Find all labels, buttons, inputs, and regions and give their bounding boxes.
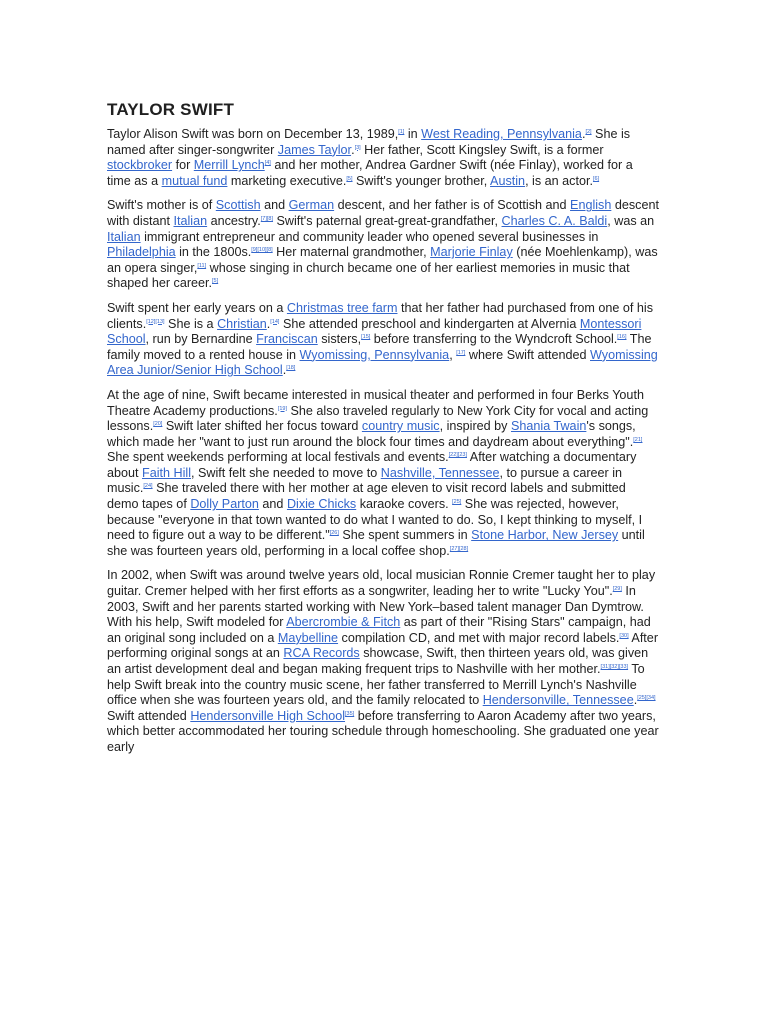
reference-superscript [361,334,370,340]
reference-link[interactable]: [35] [345,710,355,717]
body-text: Swift later shifted her focus toward [162,419,362,434]
body-text: She was rejected, however, because "everyone in that town wanted to do what I wanted to do. So, I kept thinking to myself, I need to figure out a way to be different." [107,497,643,543]
body-text: , [449,347,457,362]
body-text: as part of their "Rising Stars" campaign, had an original song included on a [107,615,651,645]
reference-superscript [197,263,206,269]
body-text: Taylor Alison Swift was born on December 13, 1989, [107,127,399,141]
reference-link[interactable]: [30] [619,632,629,639]
article-link[interactable]: Merrill Lynch [193,158,265,173]
article-link[interactable]: Hendersonville, Tennessee [482,693,634,708]
body-text: . [351,142,355,157]
reference-link[interactable]: [11] [197,262,207,269]
reference-link[interactable]: [25] [452,499,462,506]
article-link[interactable]: Italian [173,213,208,228]
reference-superscript [633,437,642,443]
body-text: , run by Bernardine [145,332,257,347]
body-text: before transferring to the Wyndcroft School. [370,332,618,347]
article-link[interactable]: Franciscan [256,332,318,347]
article-link[interactable]: West Reading, Pennsylvania [421,127,582,141]
body-text: for [172,158,194,173]
reference-superscript [251,247,272,253]
paragraph [107,301,659,379]
article-link[interactable]: Wyomissing Area Junior/Senior High School [107,347,658,378]
article-link[interactable]: Dixie Chicks [286,497,357,512]
body-text: (née Moehlenkamp), was an opera singer, [107,245,658,275]
article-link[interactable]: mutual fund [161,173,228,188]
body-text: and her mother, Andrea Gardner Swift (née Finlay), worked for a time as a [107,158,633,188]
article-link[interactable]: Scottish [215,198,261,213]
body-text: and [258,497,287,512]
article-link[interactable]: Philadelphia [107,245,176,260]
body-text: in [404,127,422,141]
reference-superscript [330,530,339,536]
body-text: She also traveled regularly to New York City for vocal and acting lessons. [107,403,649,434]
article-link[interactable]: English [570,198,612,213]
reference-superscript [278,406,287,412]
article-link[interactable]: country music [361,419,440,434]
article-link[interactable]: Faith Hill [142,465,192,480]
document-page [107,100,659,765]
reference-link[interactable]: [18] [286,365,296,372]
body-text: and [260,198,289,213]
body-text: She traveled there with her mother at age eleven to visit record labels and submitted demo tapes of [107,481,626,512]
reference-link[interactable]: [22][23] [448,452,467,459]
article-link[interactable]: Nashville, Tennessee [380,465,500,480]
body-text: Swift's mother is of [107,198,216,213]
body-text: sisters, [317,332,362,347]
body-text: , to pursue a career in music. [107,465,623,496]
body-text: before transferring to Aaron Academy after two years, which better accommodated her touring schedule through homeschooling. She graduated one year early [107,708,659,754]
reference-superscript [449,452,467,458]
paragraph [107,198,659,292]
reference-superscript [456,350,465,356]
reference-link[interactable]: [31][32][33] [600,664,629,670]
reference-link[interactable]: [16] [617,334,627,341]
article-link[interactable]: Marjorie Finlay [430,245,513,260]
body-text: descent with distant [107,198,659,228]
reference-link[interactable]: [12][13] [146,318,165,325]
body-text: , inspired by [439,419,511,434]
article-link[interactable]: Hendersonville High School [190,708,346,723]
reference-link[interactable]: [25][34] [637,695,656,702]
article-link[interactable]: RCA Records [283,646,360,661]
body-text: , is an actor. [525,173,593,188]
article-link[interactable]: Stone Harbor, New Jersey [471,528,619,543]
body-text: ancestry. [207,213,261,228]
reference-link[interactable]: [24] [143,483,153,490]
article-link[interactable]: James Taylor [277,142,352,157]
article-link[interactable]: German [288,198,335,213]
reference-superscript [601,664,629,670]
reference-superscript [212,278,218,284]
body-text: compilation CD, and met with major record labels. [338,630,620,645]
body-text: She attended preschool and kindergarten at Alvernia [279,316,580,331]
body-text: , was an [607,213,655,228]
article-link[interactable]: Dolly Parton [190,497,259,512]
body-text: whose singing in church became one of her earliest memories in music that shaped her career. [107,260,630,291]
reference-link[interactable]: [27][28] [449,545,469,552]
reference-link[interactable]: [5] [212,278,219,285]
body-text: where Swift attended [465,347,590,362]
body-text: 's songs, which made her "want to just run around the block four times and daydream about everything". [107,419,636,449]
body-text: showcase, Swift, then thirteen years old, was given an artist development deal and began making frequent trips to Nashville with her mother. [107,646,649,676]
body-text: descent, and her father is of Scottish and [334,198,571,213]
reference-link[interactable]: [26] [329,530,339,537]
reference-link[interactable]: [3] [354,144,361,151]
reference-link[interactable]: [20] [153,421,163,428]
reference-link[interactable]: [6] [592,175,600,182]
reference-superscript [143,483,152,489]
paragraph [107,388,659,560]
article-link[interactable]: Wyomissing, Pennsylvania [299,347,450,362]
reference-link[interactable]: [29] [612,586,622,593]
body-text: . [266,316,271,331]
body-text: Her maternal grandmother, [272,245,431,260]
article-link[interactable]: Italian [107,229,141,244]
body-text: Her father, Scott Kingsley Swift, is a former [360,142,604,157]
reference-link[interactable]: [19] [277,405,287,412]
body-text: Swift's younger brother, [352,173,491,188]
reference-link[interactable]: [17] [456,349,466,356]
body-text: marketing executive. [227,173,347,188]
body-text: until she was fourteen years old, performing in a local coffee shop. [107,528,645,558]
body-text: Swift spent her early years on a [107,300,287,315]
article-link[interactable]: Christian [217,316,267,331]
reference-link[interactable]: [5] [346,175,353,182]
reference-link[interactable]: [7][8] [260,215,274,222]
reference-link[interactable]: [1] [398,129,405,135]
article-link[interactable]: stockbroker [107,158,173,173]
reference-link[interactable]: [2] [585,129,592,135]
body-text: Swift attended [107,708,191,723]
reference-link[interactable]: [9][10][8] [251,247,273,254]
body-text: . [282,363,287,378]
reference-link[interactable]: [21] [633,436,643,443]
reference-link[interactable]: [14] [270,318,280,325]
article-link[interactable]: Abercrombie & Fitch [286,615,401,630]
body-text: . [633,693,638,708]
body-text: The family moved to a rented house in [107,332,652,362]
reference-superscript [593,176,599,182]
body-text: in the 1800s. [175,245,252,260]
body-text: In 2003, Swift and her parents started working with New York–based talent manager Dan Dymtrow. With his help, Swift modeled for [107,584,644,630]
reference-superscript [452,499,461,505]
body-text: She is named after singer-songwriter [107,127,631,157]
reference-superscript [450,546,468,552]
reference-link[interactable]: [4] [264,160,271,167]
body-text: To help Swift break into the country music scene, her father transferred to Merrill Lynch's Nashville office when she was fourteen years old, and the family relocated to [107,662,645,708]
body-text: She spent weekends performing at local festivals and events. [107,450,449,465]
body-text: At the age of nine, Swift became interested in musical theater and performed in four Berks Youth Theatre Academy productions. [107,387,644,418]
body-text: Swift's paternal great-great-grandfather, [273,213,502,228]
article-link[interactable]: Christmas tree farm [286,300,398,315]
body-text: that her father had purchased from one of his clients. [107,300,654,331]
reference-superscript [153,421,162,427]
paragraph [107,568,659,755]
page-title: TAYLOR SWIFT [107,100,235,119]
reference-superscript [345,711,354,717]
body-text: , Swift felt she needed to move to [191,465,381,480]
reference-superscript [637,695,655,701]
body-text: immigrant entrepreneur and community leader who opened several businesses in [140,229,599,244]
article-link[interactable]: Shania Twain [510,419,587,434]
reference-superscript [286,365,295,371]
body-text: After watching a documentary about [107,450,637,480]
reference-superscript [261,216,273,222]
body-text: After performing original songs at an [107,630,659,661]
article-link[interactable]: Austin [490,173,526,188]
paragraph [107,127,659,189]
reference-superscript [146,319,164,325]
article-link[interactable]: Maybelline [277,630,339,645]
article-link[interactable]: Charles C. A. Baldi [501,213,608,228]
reference-superscript [613,586,622,592]
reference-superscript [619,633,628,639]
article-link[interactable]: Montessori School [107,316,642,347]
body-text: In 2002, when Swift was around twelve years old, local musician Ronnie Cremer taught her to play guitar. Cremer helped with her first efforts as a songwriter, leading her to write "Lucky You". [107,568,656,599]
body-text: karaoke covers. [356,497,453,512]
article-body [107,127,659,756]
body-text: She spent summers in [338,528,472,543]
reference-link[interactable]: [15] [361,334,371,341]
body-text: . [581,127,586,141]
body-text: She is a [164,316,218,331]
